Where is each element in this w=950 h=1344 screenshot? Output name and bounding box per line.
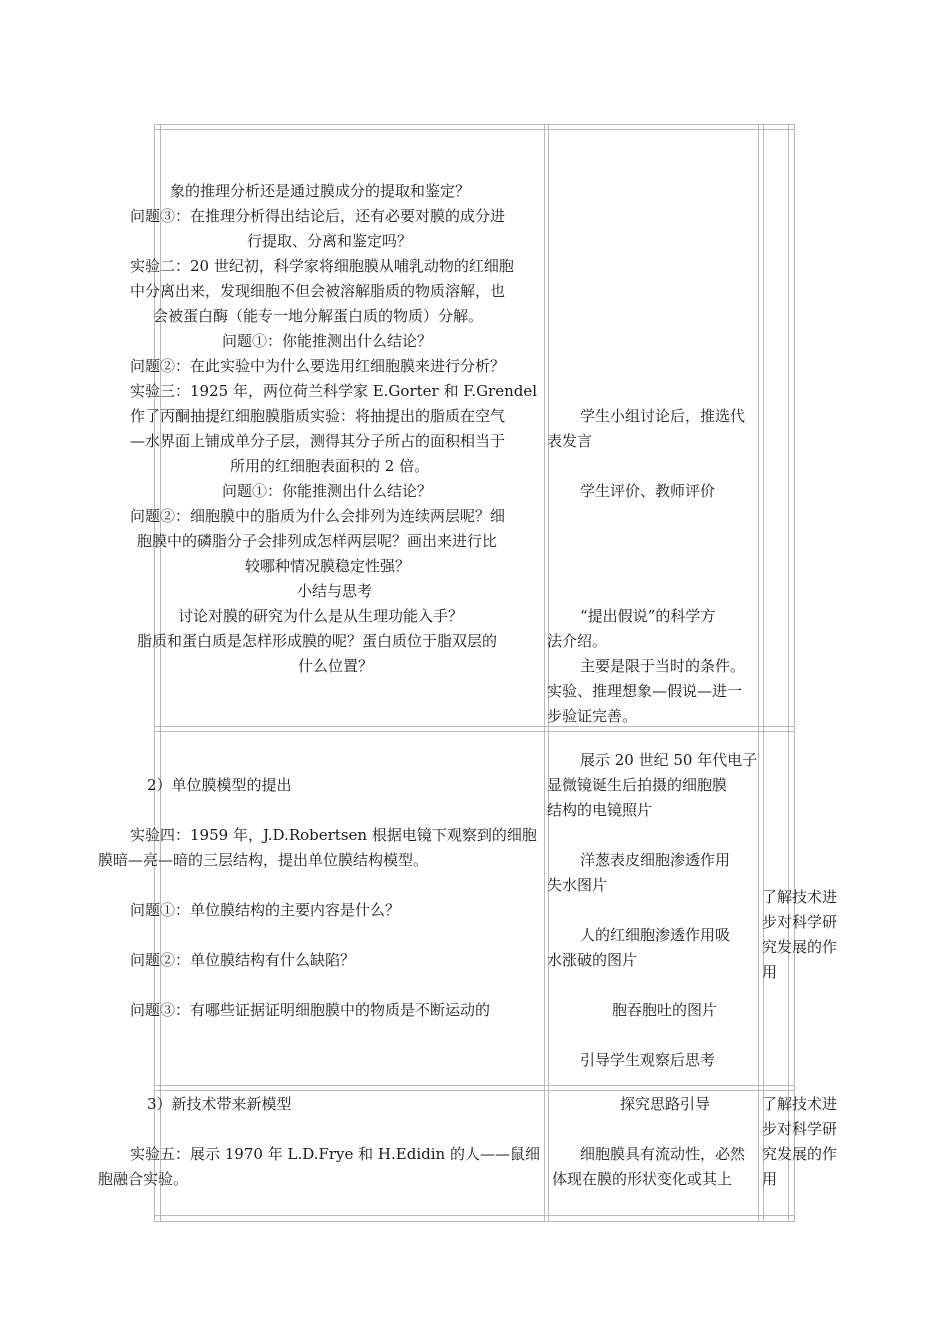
text-line: 较哪种情况膜稳定性强？: [245, 557, 411, 575]
column-divider-2: [758, 124, 759, 1222]
text-line: 问题②：细胞膜中的脂质为什么会排列为连续两层呢？细: [130, 507, 506, 525]
text-line: 实验三：1925 年，两位荷兰科学家 E.Gorter 和 F.Grendel: [130, 382, 538, 400]
text-line: 什么位置？: [298, 657, 374, 675]
text-line: 问题②：在此实验中为什么要选用红细胞膜来进行分析？: [130, 357, 506, 375]
text-line: 显微镜诞生后拍摄的细胞膜: [547, 776, 728, 794]
text-line: 步对科学研: [762, 913, 838, 931]
column-divider-1-inner: [548, 124, 549, 1222]
text-line: 体现在膜的形状变化或其上: [552, 1170, 733, 1188]
column-divider-2-inner: [763, 124, 764, 1222]
section-heading: 2）单位膜模型的提出: [147, 776, 292, 794]
text-line: 水涨破的图片: [547, 951, 638, 969]
text-line: 实验五：展示 1970 年 L.D.Frye 和 H.Edidin 的人——鼠细: [130, 1145, 540, 1163]
row-divider-2: [154, 1085, 794, 1086]
text-line: 问题①：你能推测出什么结论？: [222, 482, 433, 500]
text-line: 法介绍。: [547, 632, 608, 650]
text-line: 讨论对膜的研究为什么是从生理功能入手？: [178, 607, 464, 625]
table-border-top: [154, 124, 794, 125]
text-line: —水界面上铺成单分子层，测得其分子所占的面积相当于: [130, 432, 506, 450]
row-divider-1-inner: [154, 731, 794, 732]
text-line: 问题①：单位膜结构的主要内容是什么？: [130, 901, 401, 919]
table-border-right: [794, 124, 795, 1222]
text-line: 了解技术进: [762, 1095, 838, 1113]
text-line: 实验四：1959 年，J.D.Robertsen 根据电镜下观察到的细胞: [130, 826, 537, 844]
text-line: 所用的红细胞表面积的 2 倍。: [230, 457, 430, 475]
text-line: 会被蛋白酶（能专一地分解蛋白质的物质）分解。: [153, 307, 484, 325]
text-line: 展示 20 世纪 50 年代电子: [580, 751, 758, 769]
text-line: 步对科学研: [762, 1120, 838, 1138]
text-line: 引导学生观察后思考: [580, 1051, 716, 1069]
text-line: 用: [762, 1170, 778, 1188]
text-line: 探究思路引导: [620, 1095, 711, 1113]
text-line: 步验证完善。: [547, 707, 638, 725]
text-line: 洋葱表皮细胞渗透作用: [580, 851, 731, 869]
text-line: 胞膜中的磷脂分子会排列成怎样两层呢？画出来进行比: [137, 532, 498, 550]
text-line: 胞吞胞吐的图片: [612, 1001, 718, 1019]
text-line: 中分离出来，发现细胞不但会被溶解脂质的物质溶解，也: [130, 282, 506, 300]
text-line: 表发言: [547, 432, 593, 450]
text-line: 细胞膜具有流动性，必然: [580, 1145, 746, 1163]
row-divider-1: [154, 726, 794, 727]
text-line: 究发展的作: [762, 1145, 838, 1163]
text-line: 学生评价、教师评价: [580, 482, 716, 500]
text-line: 实验、推理想象—假说—进一: [547, 682, 743, 700]
section-heading: 3）新技术带来新模型: [147, 1095, 292, 1113]
text-line: 问题①：你能推测出什么结论？: [222, 332, 433, 350]
text-line: 结构的电镜照片: [547, 801, 653, 819]
text-line: 学生小组讨论后，推选代: [580, 407, 746, 425]
text-line: 失水图片: [547, 876, 608, 894]
table-border-bottom: [154, 1221, 794, 1222]
text-line: “提出假说”的科学方: [580, 607, 716, 625]
table-border-right-inner: [788, 124, 789, 1222]
text-line: 脂质和蛋白质是怎样形成膜的呢？蛋白质位于脂双层的: [137, 632, 498, 650]
text-line: 问题③：有哪些证据证明细胞膜中的物质是不断运动的: [130, 1001, 491, 1019]
row-divider-2-inner: [154, 1090, 794, 1091]
text-line: 小结与思考: [297, 582, 373, 600]
text-line: 了解技术进: [762, 888, 838, 906]
text-line: 膜暗—亮—暗的三层结构，提出单位膜结构模型。: [98, 851, 429, 869]
text-line: 究发展的作: [762, 938, 838, 956]
text-line: 人的红细胞渗透作用吸: [580, 926, 731, 944]
text-line: 问题③：在推理分析得出结论后，还有必要对膜的成分进: [130, 207, 506, 225]
text-line: 问题②：单位膜结构有什么缺陷？: [130, 951, 356, 969]
table-border-top-inner: [154, 129, 794, 130]
text-line: 行提取、分离和鉴定吗？: [247, 232, 413, 250]
text-line: 主要是限于当时的条件。: [580, 657, 746, 675]
text-line: 象的推理分析还是通过膜成分的提取和鉴定？: [170, 182, 471, 200]
text-line: 实验二：20 世纪初，科学家将细胞膜从哺乳动物的红细胞: [130, 257, 514, 275]
column-divider-1: [544, 124, 545, 1222]
text-line: 胞融合实验。: [98, 1170, 189, 1188]
text-line: 用: [762, 963, 778, 981]
text-line: 作了丙酮抽提红细胞膜脂质实验：将抽提出的脂质在空气: [130, 407, 506, 425]
table-border-bottom-inner: [154, 1215, 794, 1216]
